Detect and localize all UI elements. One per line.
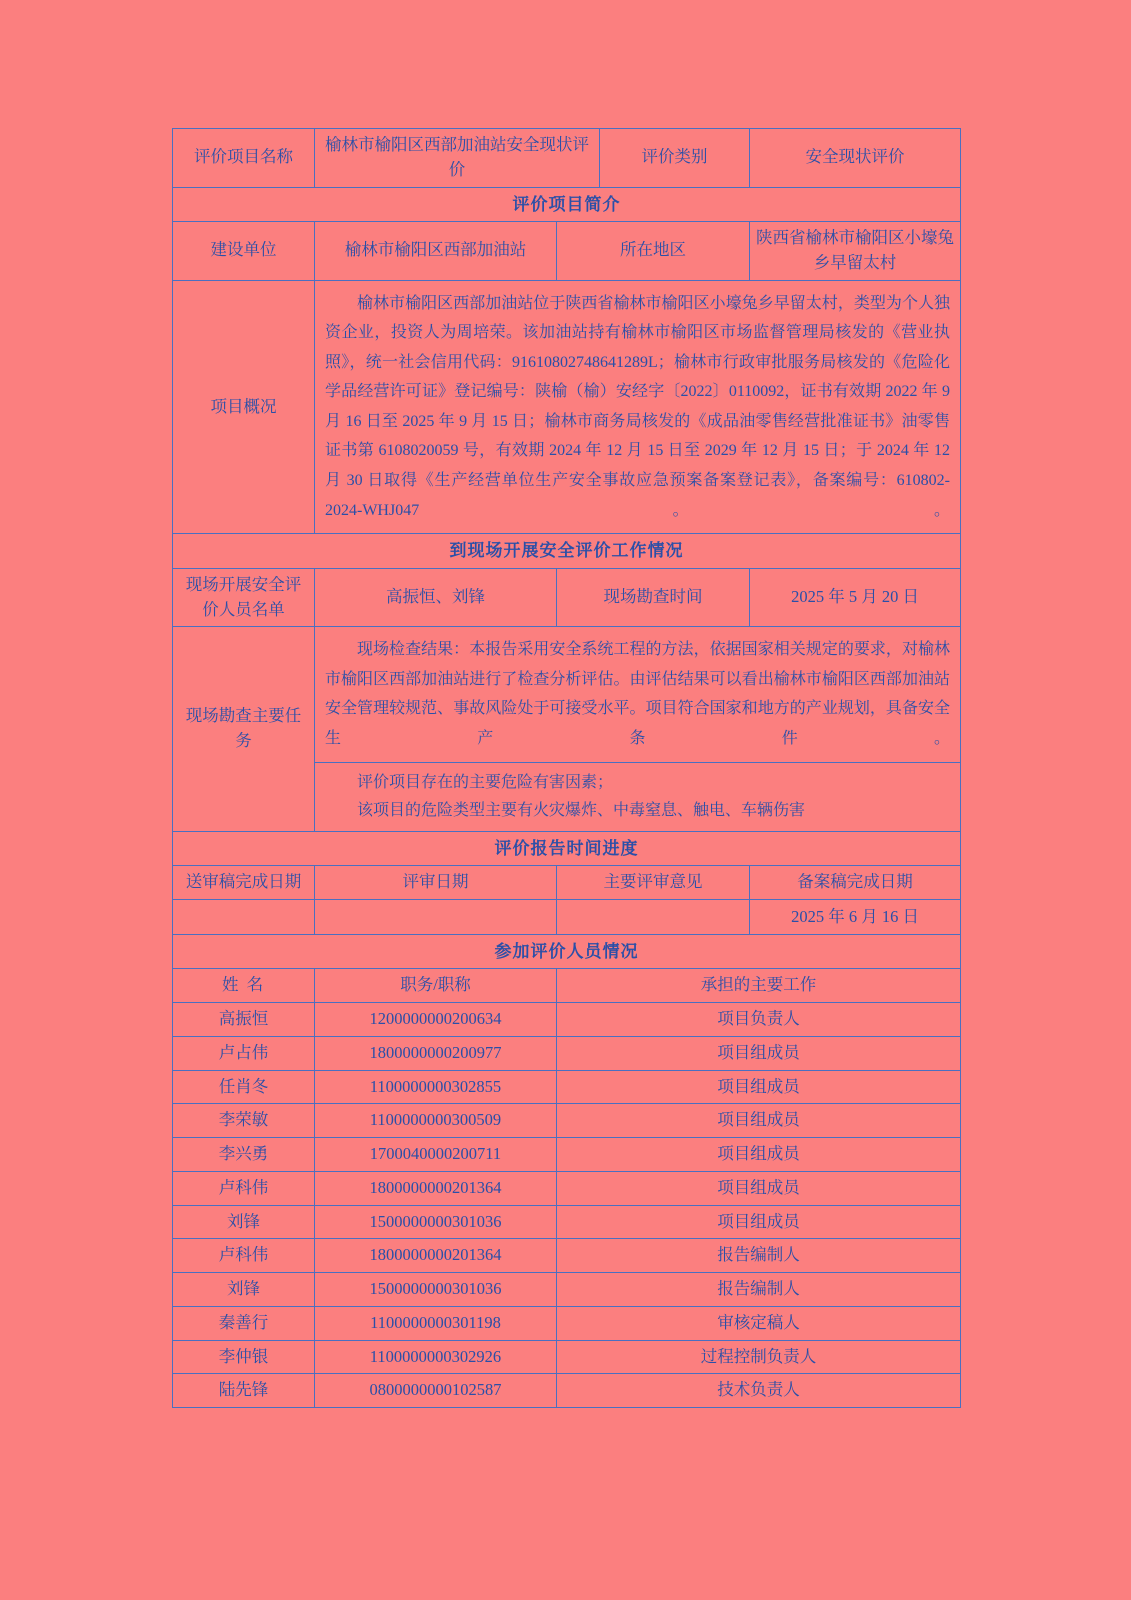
overview-label: 项目概况 <box>173 280 315 534</box>
table-row <box>173 1205 961 1239</box>
table-row <box>173 627 961 762</box>
personnel-work: 项目组成员 <box>557 1205 961 1239</box>
table-row <box>173 1138 961 1172</box>
section-project-intro: 评价项目简介 <box>173 187 961 222</box>
personnel-name: 卢科伟 <box>173 1171 315 1205</box>
location-value: 陕西省榆林市榆阳区小壕兔乡早留太村 <box>750 222 961 281</box>
personnel-title: 1100000000300509 <box>315 1104 557 1138</box>
personnel-title: 1100000000302855 <box>315 1070 557 1104</box>
location-label: 所在地区 <box>557 222 750 281</box>
section-report-schedule: 评价报告时间进度 <box>173 831 961 866</box>
table-row <box>173 129 961 188</box>
personnel-work: 过程控制负责人 <box>557 1340 961 1374</box>
schedule-value-draft-date <box>173 899 315 934</box>
staff-value: 高振恒、刘锋 <box>315 568 557 627</box>
personnel-work: 项目组成员 <box>557 1036 961 1070</box>
table-row <box>173 1340 961 1374</box>
table-row <box>173 831 961 866</box>
section-onsite-work: 到现场开展安全评价工作情况 <box>173 534 961 569</box>
schedule-value-review-date <box>315 899 557 934</box>
personnel-name: 李仲银 <box>173 1340 315 1374</box>
table-row <box>173 1070 961 1104</box>
personnel-work: 项目组成员 <box>557 1070 961 1104</box>
personnel-work: 项目组成员 <box>557 1138 961 1172</box>
table-row <box>173 568 961 627</box>
personnel-name: 高振恒 <box>173 1003 315 1037</box>
build-unit-label: 建设单位 <box>173 222 315 281</box>
table-row <box>173 934 961 969</box>
schedule-header-review-opinion: 主要评审意见 <box>557 866 750 900</box>
personnel-work: 项目组成员 <box>557 1171 961 1205</box>
table-row <box>173 222 961 281</box>
table-row <box>173 534 961 569</box>
table-row <box>173 1239 961 1273</box>
personnel-name: 秦善行 <box>173 1306 315 1340</box>
personnel-title: 1100000000301198 <box>315 1306 557 1340</box>
personnel-name: 卢占伟 <box>173 1036 315 1070</box>
overview-text: 榆林市榆阳区西部加油站位于陕西省榆林市榆阳区小壕兔乡早留太村，类型为个人独资企业，投资人为周培荣。该加油站持有榆林市榆阳区市场监督管理局核发的《营业执照》，统一社会信用代码：91610802748641289L；榆林市行政审批服务局核发的《危险化学品经营许可证》登记编号：陕榆（榆）安经字〔2022〕0110092，证书有效期 2022 年 9 月 16 日至 2025 年 9 月 15 日；榆林市商务局核发的《成品油零售经营批准证书》油零售证书第 6108020059 号，有效期 2024 年 12 月 15 日至 2029 年 12 月 15 日；于 2024 年 12 月 30 日取得《生产经营单位生产安全事故应急预案备案登记表》，备案编号：610802-2024-WHJ047。。 <box>325 294 951 519</box>
personnel-title: 1700040000200711 <box>315 1138 557 1172</box>
personnel-title: 1800000000201364 <box>315 1171 557 1205</box>
personnel-name: 刘锋 <box>173 1205 315 1239</box>
personnel-header-title: 职务/职称 <box>315 969 557 1003</box>
schedule-value-review-opinion <box>557 899 750 934</box>
project-name-label: 评价项目名称 <box>173 129 315 188</box>
overview-text-cell <box>315 280 961 534</box>
personnel-work: 项目组成员 <box>557 1104 961 1138</box>
table-row <box>173 899 961 934</box>
table-row <box>173 969 961 1003</box>
table-row <box>173 1171 961 1205</box>
hazard-cell <box>315 762 961 831</box>
task-text-cell <box>315 627 961 762</box>
hazard-text: 该项目的危险类型主要有火灾爆炸、中毒窒息、触电、车辆伤害 <box>357 801 806 819</box>
survey-time-value: 2025 年 5 月 20 日 <box>750 568 961 627</box>
survey-time-label: 现场勘查时间 <box>557 568 750 627</box>
personnel-work: 报告编制人 <box>557 1273 961 1307</box>
category-label: 评价类别 <box>600 129 750 188</box>
personnel-title: 1500000000301036 <box>315 1205 557 1239</box>
table-row <box>173 1003 961 1037</box>
table-row <box>173 1374 961 1408</box>
personnel-title: 1100000000302926 <box>315 1340 557 1374</box>
build-unit-value: 榆林市榆阳区西部加油站 <box>315 222 557 281</box>
personnel-title: 0800000000102587 <box>315 1374 557 1408</box>
hazard-title: 评价项目存在的主要危险有害因素； <box>357 773 614 791</box>
personnel-header-work: 承担的主要工作 <box>557 969 961 1003</box>
table-row <box>173 866 961 900</box>
table-row <box>173 1306 961 1340</box>
personnel-title: 1800000000201364 <box>315 1239 557 1273</box>
schedule-header-draft-date: 送审稿完成日期 <box>173 866 315 900</box>
table-row <box>173 1273 961 1307</box>
personnel-work: 项目负责人 <box>557 1003 961 1037</box>
task-text: 现场检查结果：本报告采用安全系统工程的方法，依据国家相关规定的要求，对榆林市榆阳区西部加油站进行了检查分析评估。由评估结果可以看出榆林市榆阳区西部加油站安全管理较规范、事故风险处于可接受水平。项目符合国家和地方的产业规划，具备安全生产条件。 <box>325 641 951 748</box>
table-row <box>173 1104 961 1138</box>
schedule-header-filing-date: 备案稿完成日期 <box>750 866 961 900</box>
personnel-work: 审核定稿人 <box>557 1306 961 1340</box>
personnel-name: 任肖冬 <box>173 1070 315 1104</box>
personnel-name: 李兴勇 <box>173 1138 315 1172</box>
personnel-title: 1500000000301036 <box>315 1273 557 1307</box>
personnel-name: 陆先锋 <box>173 1374 315 1408</box>
table-row <box>173 280 961 534</box>
personnel-title: 1200000000200634 <box>315 1003 557 1037</box>
schedule-header-review-date: 评审日期 <box>315 866 557 900</box>
table-row <box>173 187 961 222</box>
staff-label: 现场开展安全评价人员名单 <box>173 568 315 627</box>
category-value: 安全现状评价 <box>750 129 961 188</box>
personnel-work: 报告编制人 <box>557 1239 961 1273</box>
personnel-name: 刘锋 <box>173 1273 315 1307</box>
project-name-value: 榆林市榆阳区西部加油站安全现状评价 <box>315 129 600 188</box>
personnel-name: 卢科伟 <box>173 1239 315 1273</box>
schedule-value-filing-date: 2025 年 6 月 16 日 <box>750 899 961 934</box>
section-personnel: 参加评价人员情况 <box>173 934 961 969</box>
personnel-title: 1800000000200977 <box>315 1036 557 1070</box>
personnel-work: 技术负责人 <box>557 1374 961 1408</box>
personnel-header-name: 姓 名 <box>173 969 315 1003</box>
personnel-name: 李荣敏 <box>173 1104 315 1138</box>
task-label: 现场勘查主要任务 <box>173 627 315 831</box>
evaluation-summary-table <box>172 128 961 1408</box>
table-row <box>173 1036 961 1070</box>
